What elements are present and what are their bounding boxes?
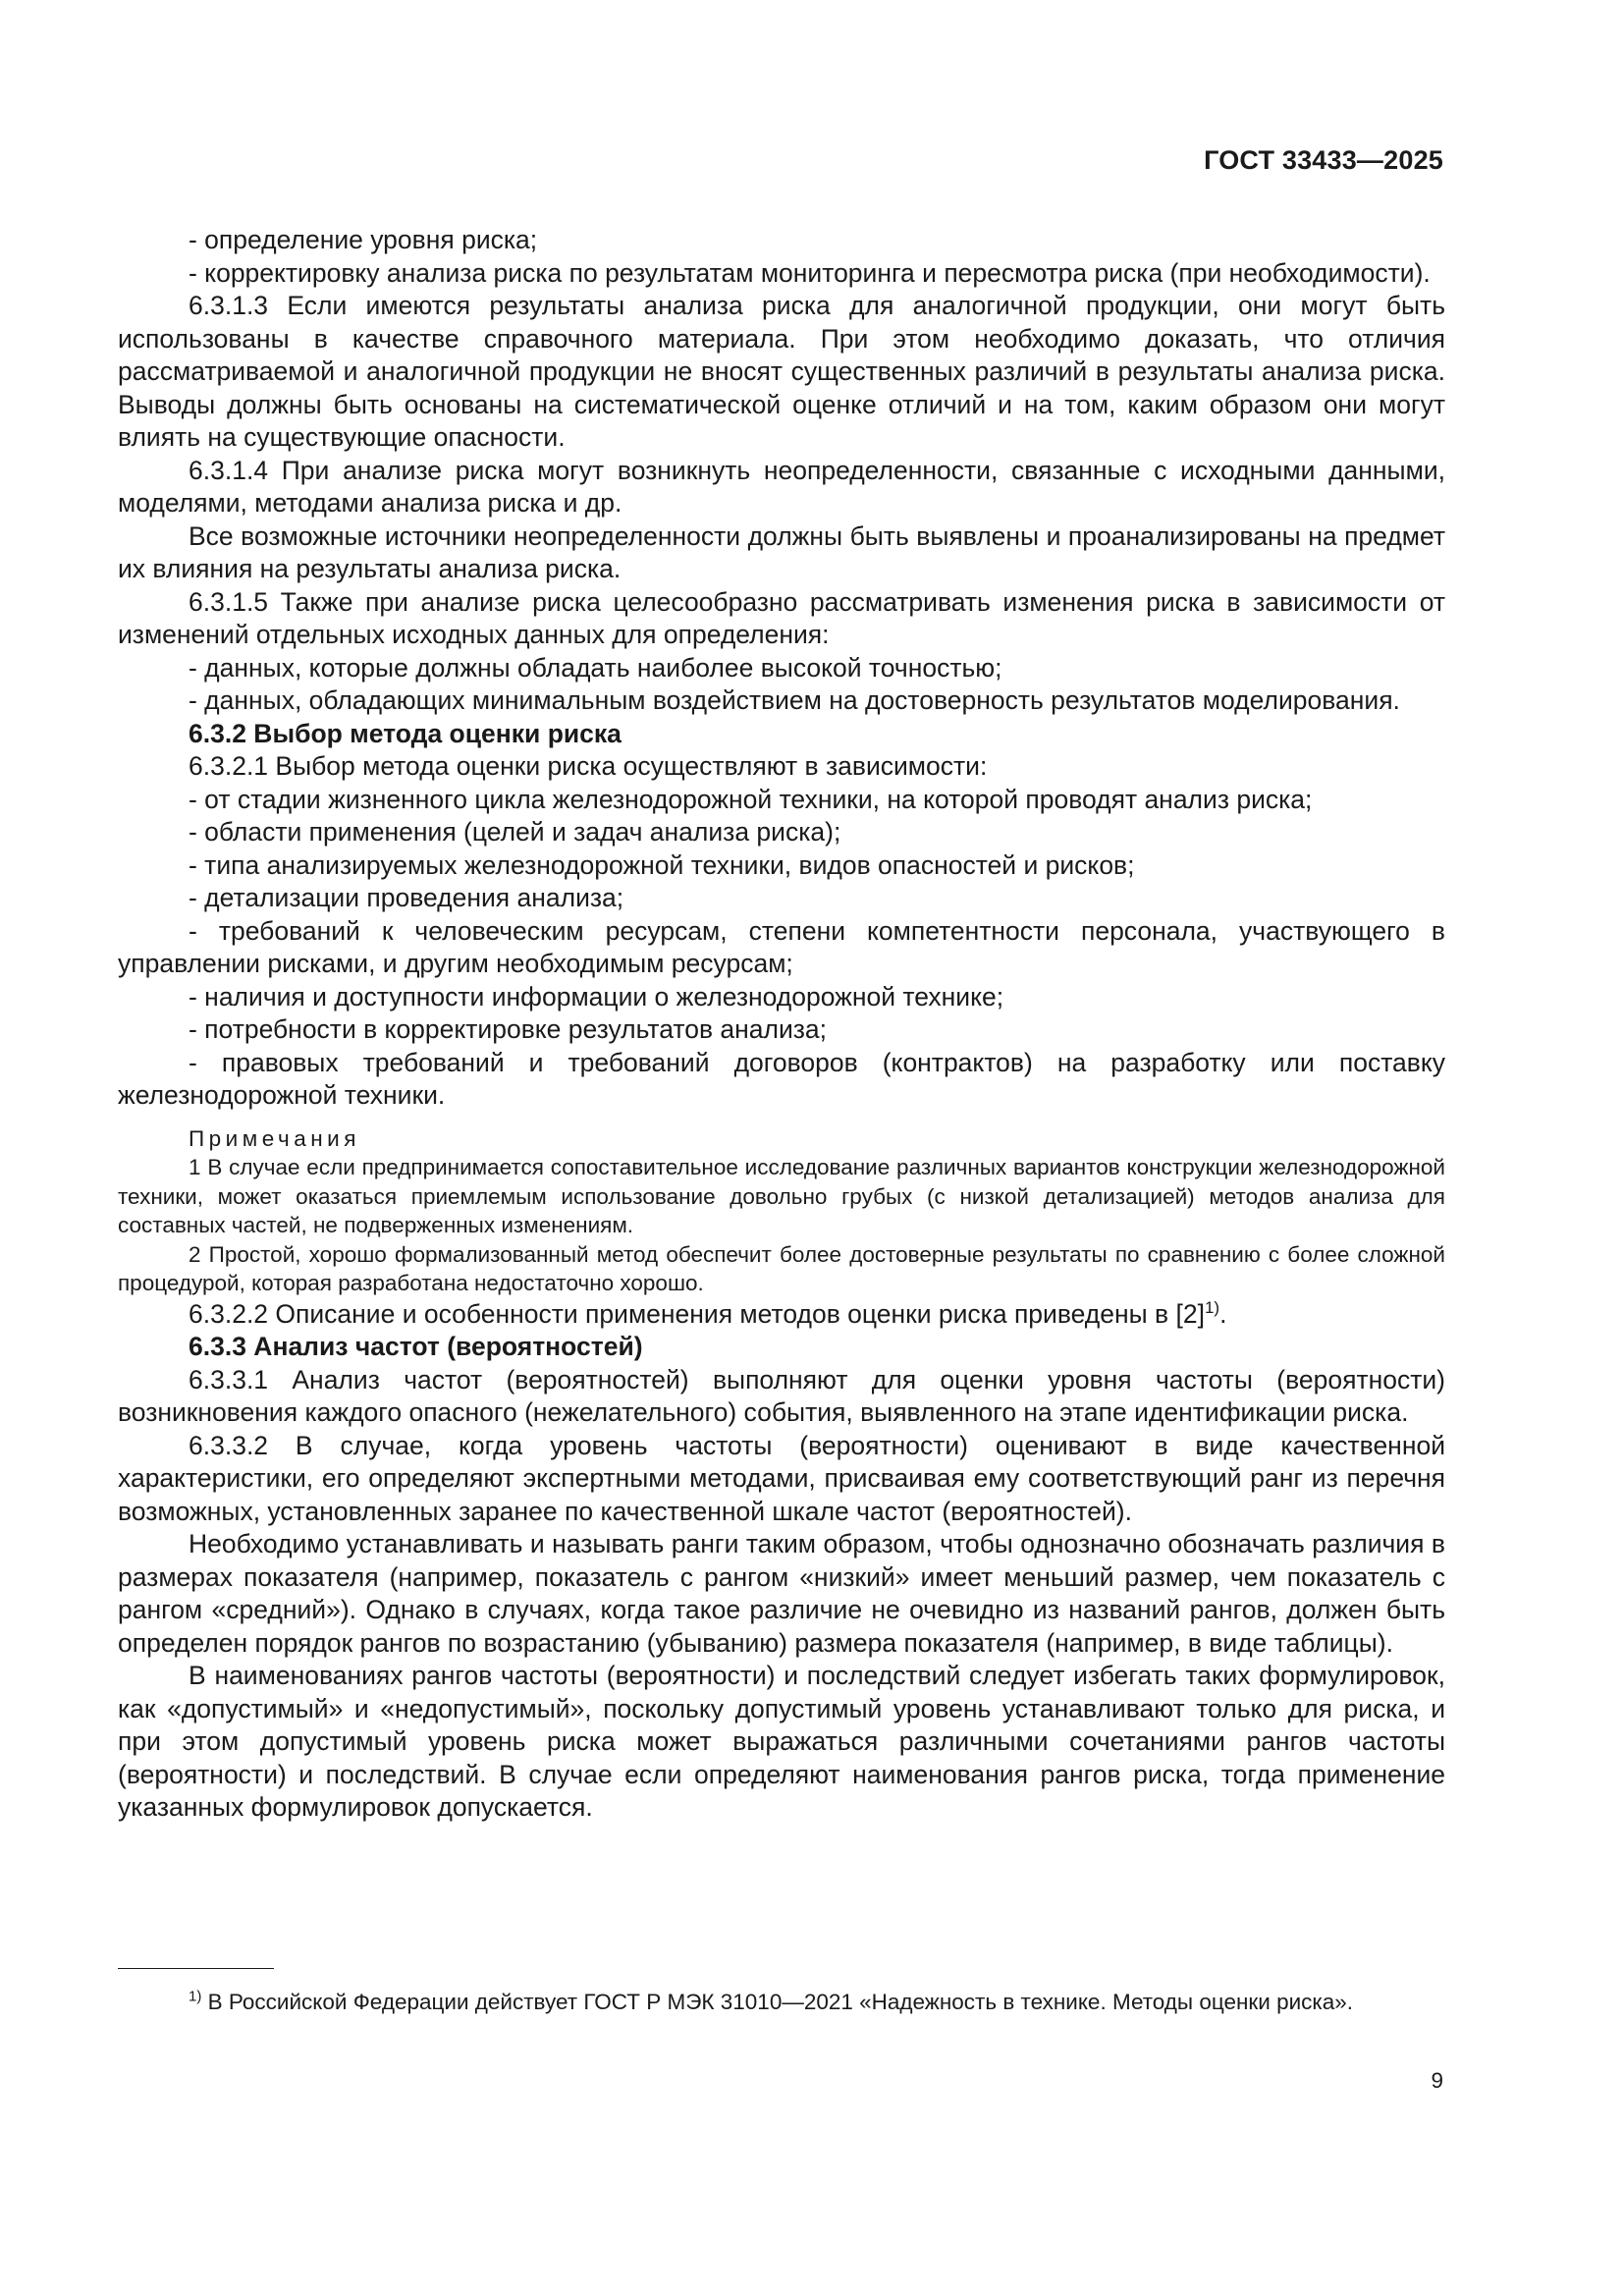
clause-6-3-1-4: 6.3.1.4 При анализе риска могут возникнуть неопределенности, связанные с исходными данными, моделями, методами анализа риска и др. [118, 455, 1445, 518]
footnote-divider [118, 1968, 274, 1969]
page-number: 9 [1431, 2068, 1443, 2093]
paragraph: Необходимо устанавливать и называть ранги таким образом, чтобы однозначно обозначать различия в размерах показателя (например, показатель с рангом «низкий» имеет меньший размер, чем показатель с рангом «средний»). Однако в случаях, когда такое различие не очевидно из названий рангов, должен быть определен порядок рангов по возрастанию (убыванию) размера показателя (например, в виде таблицы). [118, 1529, 1445, 1658]
notes-block [118, 1124, 1445, 1298]
note-1: 1 В случае если предпринимается сопоставительное исследование различных вариантов конструкции железнодорожной техники, может оказаться приемлемым использование довольно грубых (с низкой детализацией) методов анализа для составных частей, не подверженных изменениям. [118, 1155, 1445, 1237]
clause-6-3-2-2 [118, 1298, 1445, 1332]
clause-6-3-3-2: 6.3.3.2 В случае, когда уровень частоты (вероятности) оценивают в виде качественной характеристики, его определяют экспертными методами, присваивая ему соответствующий ранг из перечня возможных, установленных заранее по качественной шкале частот (вероятностей). [118, 1430, 1445, 1526]
footnote-text: В Российской Федерации действует ГОСТ Р МЭК 31010—2021 «Надежность в технике. Методы оценки риска». [201, 1990, 1354, 2014]
section-heading-6-3-3: 6.3.3 Анализ частот (вероятностей) [189, 1332, 643, 1361]
footnote-marker: 1) [189, 1988, 202, 2005]
list-item: - данных, обладающих минимальным воздействием на достоверность результатов моделирования. [189, 685, 1400, 715]
footnote [118, 1988, 1445, 2017]
list-item: - правовых требований и требований договоров (контрактов) на разработку или поставку железнодорожной техники. [118, 1047, 1445, 1110]
notes-title: Примечания [189, 1125, 360, 1151]
main-text [118, 224, 1445, 1825]
clause-text: 6.3.2.2 Описание и особенности применения методов оценки риска приведены в [2] [189, 1298, 1205, 1329]
list-item: - потребности в корректировке результатов анализа; [189, 1014, 828, 1044]
list-item: - данных, которые должны обладать наиболее высокой точностью; [189, 652, 1002, 683]
list-item: - детализации проведения анализа; [189, 883, 624, 912]
document-header: ГОСТ 33433—2025 [1204, 145, 1443, 175]
section-heading-6-3-2: 6.3.2 Выбор метода оценки риска [189, 718, 622, 748]
clause-6-3-2-1: 6.3.2.1 Выбор метода оценки риска осуществляют в зависимости: [189, 751, 988, 781]
note-2: 2 Простой, хорошо формализованный метод обеспечит более достоверные результаты по сравнению с более сложной процедурой, которая разработана недостаточно хорошо. [118, 1241, 1445, 1295]
paragraph: Все возможные источники неопределенности должны быть выявлены и проанализированы на предмет их влияния на результаты анализа риска. [118, 520, 1445, 583]
footnote-ref[interactable]: 1) [1204, 1297, 1220, 1317]
list-item: - требований к человеческим ресурсам, степени компетентности персонала, участвующего в управлении рисками, и другим необходимым ресурсам; [118, 915, 1445, 978]
list-item: - области применения (целей и задач анализа риска); [189, 817, 841, 847]
list-item: - от стадии жизненного цикла железнодорожной техники, на которой проводят анализ риска; [189, 784, 1313, 814]
clause-6-3-3-1: 6.3.3.1 Анализ частот (вероятностей) выполняют для оценки уровня частоты (вероятности) возникновения каждого опасного (нежелательного) события, выявленного на этапе идентификации риска. [118, 1364, 1445, 1427]
clause-6-3-1-5: 6.3.1.5 Также при анализе риска целесообразно рассматривать изменения риска в зависимости от изменений отдельных исходных данных для определения: [118, 586, 1445, 649]
clause-end: . [1219, 1298, 1227, 1329]
list-item: - корректировку анализа риска по результатам мониторинга и пересмотра риска (при необходимости). [189, 257, 1431, 288]
paragraph: В наименованиях рангов частоты (вероятности) и последствий следует избегать таких формулировок, как «допустимый» и «недопустимый», поскольку допустимый уровень устанавливают только для риска, и при этом допустимый уровень риска может выражаться различными сочетаниями рангов частоты (вероятности) и последствий. В случае если определяют наименования рангов риска, тогда применение указанных формулировок допускается. [118, 1661, 1445, 1822]
list-item: - наличия и доступности информации о железнодорожной технике; [189, 981, 1004, 1011]
list-item: - определение уровня риска; [189, 225, 538, 254]
clause-6-3-1-3: 6.3.1.3 Если имеются результаты анализа риска для аналогичной продукции, они могут быть использованы в качестве справочного материала. При этом необходимо доказать, что отличия рассматриваемой и аналогичной продукции не вносят существенных различий в результаты анализа риска. Выводы должны быть основаны на систематической оценке отличий и на том, каким образом они могут влиять на существующие опасности. [118, 291, 1445, 452]
list-item: - типа анализируемых железнодорожной техники, видов опасностей и рисков; [189, 849, 1135, 880]
